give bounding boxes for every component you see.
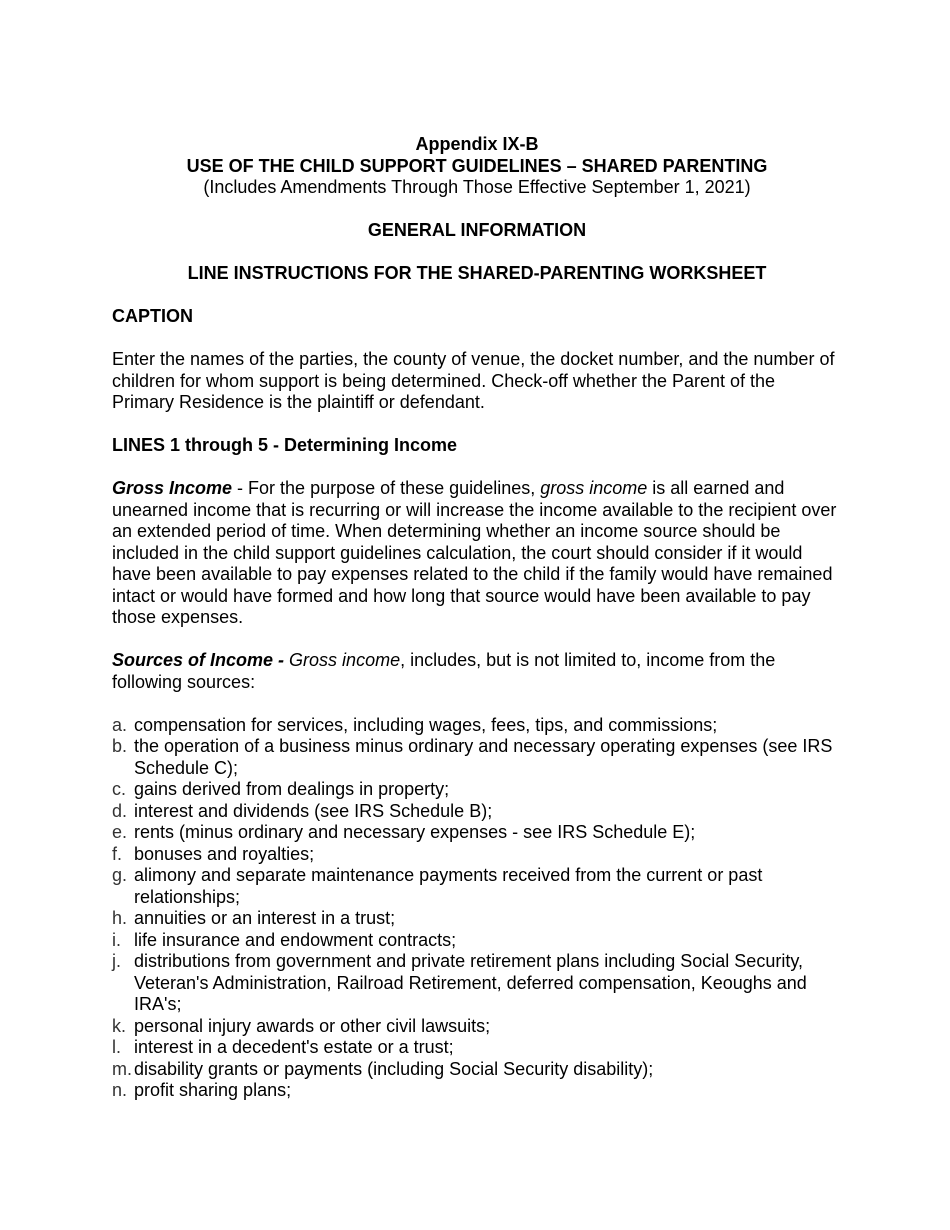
income-sources-list xyxy=(112,715,842,1102)
list-item-text: distributions from government and private retirement plans including Social Security, Veteran's Administration, Railroad Retirement, deferred compensation, Keoughs and IRA's; xyxy=(134,951,807,1014)
document-title: USE OF THE CHILD SUPPORT GUIDELINES – SHARED PARENTING xyxy=(186,155,768,176)
list-item-label: e. xyxy=(112,822,128,842)
list-item xyxy=(112,1080,842,1102)
list-item xyxy=(112,1059,842,1081)
document-content xyxy=(112,134,842,1102)
list-item-label: m. xyxy=(112,1058,132,1079)
sources-italic: Gross income xyxy=(289,650,401,670)
lines-heading: LINES 1 through 5 - Determining Income xyxy=(112,435,458,455)
sources-paragraph xyxy=(112,650,842,693)
list-item-text: compensation for services, including wages, fees, tips, and commissions; xyxy=(134,714,718,735)
list-item xyxy=(112,951,842,1016)
list-item-text: profit sharing plans; xyxy=(134,1080,292,1100)
list-item-text: rents (minus ordinary and necessary expenses - see IRS Schedule E); xyxy=(134,822,696,842)
list-item-label: d. xyxy=(112,800,128,821)
list-item-text: interest in a decedent's estate or a trust; xyxy=(134,1037,454,1057)
list-item xyxy=(112,844,842,866)
list-item xyxy=(112,736,842,779)
list-item-text: bonuses and royalties; xyxy=(134,843,315,864)
gross-income-text-2: is all earned and unearned income that is recurring or will increase the income available to the recipient over an extended period of time. When determining whether an income source should be included in the child support guidelines calculation, the court should consider if it would have been available to pay expenses related to the child if the family would have remained intact or would have formed and how long that source would have been available to pay those expenses. xyxy=(112,478,837,627)
caption-heading: CAPTION xyxy=(112,306,193,326)
list-item-text: personal injury awards or other civil lawsuits; xyxy=(134,1015,491,1036)
general-information-heading: GENERAL INFORMATION xyxy=(367,220,587,240)
list-item-label: b. xyxy=(112,736,128,756)
sources-text: , includes, but is not limited to, income from the following sources: xyxy=(112,650,776,692)
gross-income-paragraph xyxy=(112,478,842,629)
sources-term: Sources of Income - xyxy=(112,650,290,670)
document-subtitle: (Includes Amendments Through Those Effective September 1, 2021) xyxy=(203,177,751,197)
gross-income-term: Gross Income xyxy=(112,478,233,498)
list-item xyxy=(112,715,842,737)
caption-paragraph: Enter the names of the parties, the county of venue, the docket number, and the number of children for whom support is being determined. Check-off whether the Parent of the Primary Residence is the plaintiff or defendant. xyxy=(112,349,835,412)
list-item-label: l. xyxy=(112,1037,121,1057)
list-item xyxy=(112,1037,842,1059)
list-item-text: life insurance and endowment contracts; xyxy=(134,929,457,950)
list-item-text: disability grants or payments (including Social Security disability); xyxy=(134,1058,654,1079)
list-item-label: h. xyxy=(112,908,128,928)
list-item-text: interest and dividends (see IRS Schedule B); xyxy=(134,800,493,821)
list-item-text: gains derived from dealings in property; xyxy=(134,779,450,799)
gross-income-text-1: - For the purpose of these guidelines, xyxy=(232,478,541,498)
list-item-label: k. xyxy=(112,1015,127,1036)
list-item xyxy=(112,930,842,952)
list-item xyxy=(112,801,842,823)
list-item xyxy=(112,822,842,844)
list-item xyxy=(112,865,842,908)
list-item xyxy=(112,1016,842,1038)
list-item-text: annuities or an interest in a trust; xyxy=(134,908,396,928)
appendix-label: Appendix IX-B xyxy=(415,134,539,154)
line-instructions-heading: LINE INSTRUCTIONS FOR THE SHARED-PARENTING WORKSHEET xyxy=(187,263,767,283)
list-item-label: n. xyxy=(112,1080,128,1100)
list-item-text: the operation of a business minus ordinary and necessary operating expenses (see IRS Schedule C); xyxy=(134,736,833,778)
list-item xyxy=(112,908,842,930)
list-item xyxy=(112,779,842,801)
list-item-label: c. xyxy=(112,779,127,799)
list-item-text: alimony and separate maintenance payments received from the current or past relationships; xyxy=(134,865,763,907)
list-item-label: f. xyxy=(112,843,123,864)
list-item-label: i. xyxy=(112,929,121,950)
list-item-label: g. xyxy=(112,865,128,885)
gross-income-italic: gross income xyxy=(540,478,648,498)
list-item-label: a. xyxy=(112,714,128,735)
list-item-label: j. xyxy=(112,951,121,971)
